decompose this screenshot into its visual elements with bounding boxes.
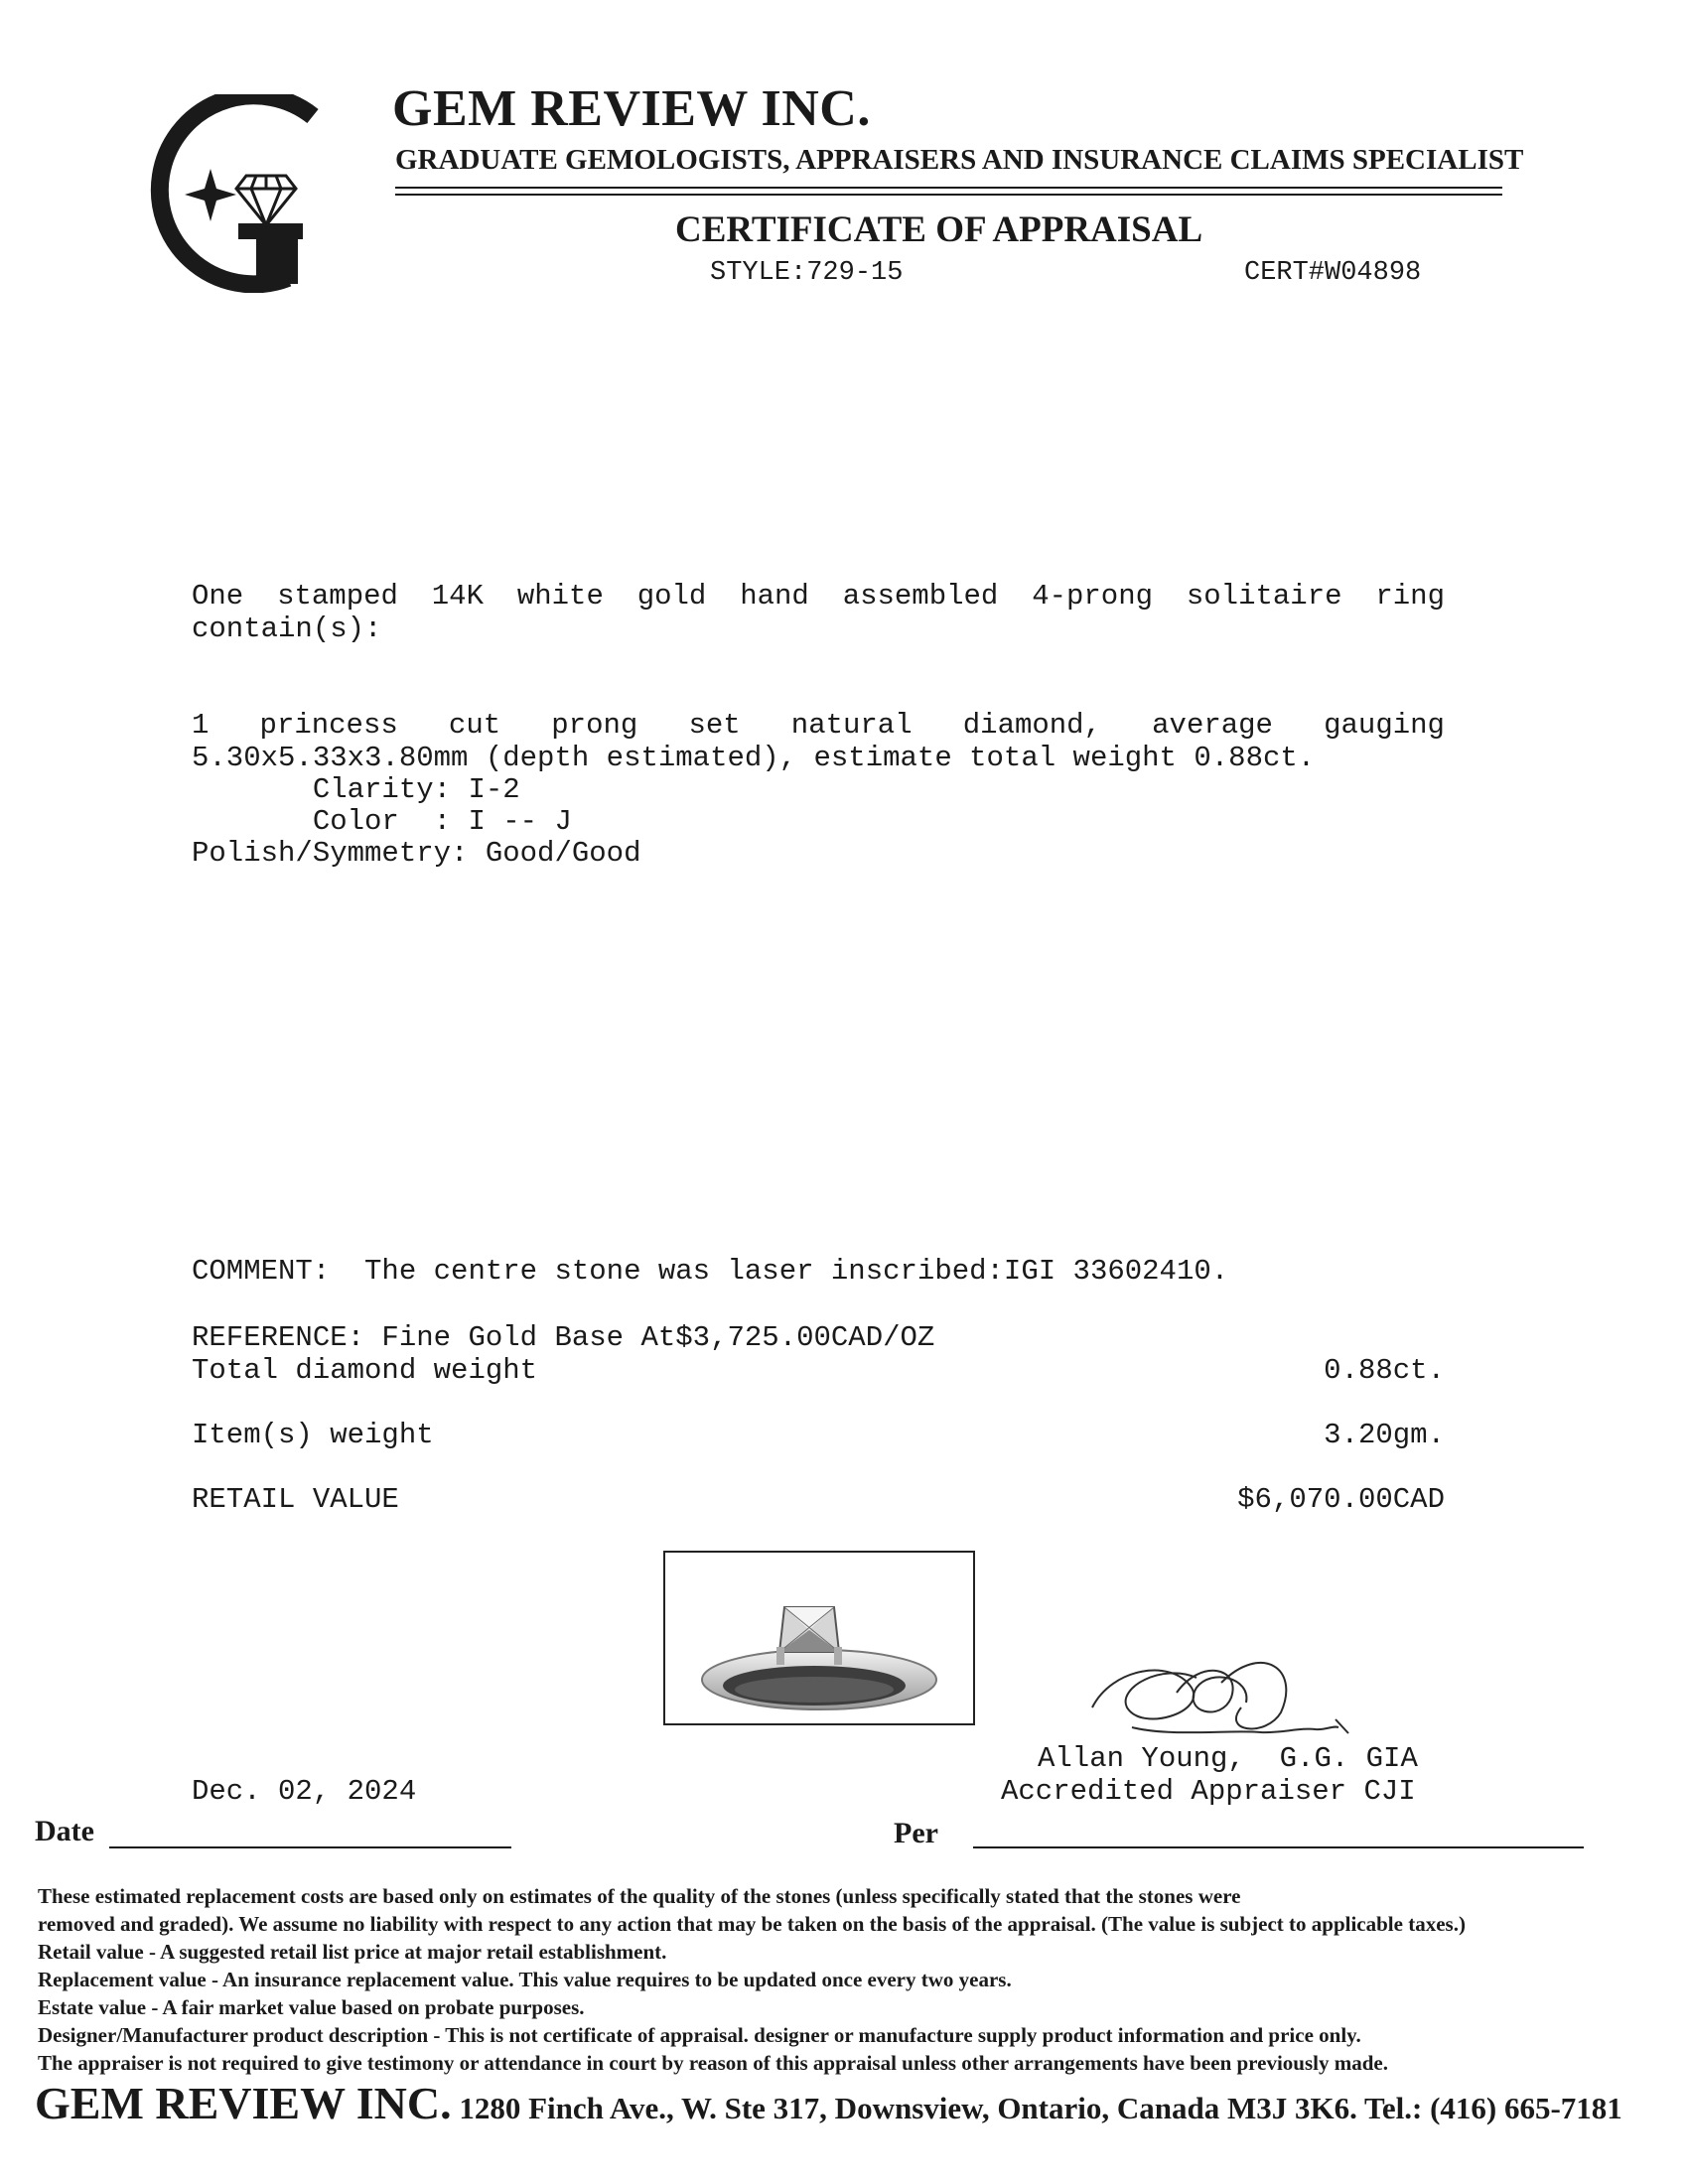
word: hand	[740, 580, 809, 613]
style-number: STYLE:729-15	[710, 258, 904, 288]
certificate-number: CERT#W04898	[1244, 258, 1422, 288]
date-label: Date	[35, 1815, 94, 1847]
header-divider	[395, 187, 1502, 189]
footer	[35, 2077, 1622, 2129]
item-description-line	[192, 581, 1445, 613]
word: set	[688, 709, 741, 742]
appraiser-name: Allan Young, G.G. GIA	[1038, 1742, 1418, 1775]
word: prong	[551, 709, 638, 742]
item-weight-row	[192, 1420, 1445, 1451]
gem-review-logo	[139, 94, 338, 293]
word: ring	[1375, 580, 1445, 613]
clarity-grade: Clarity: I-2	[192, 773, 520, 806]
word: One	[192, 580, 244, 613]
header-divider	[395, 194, 1502, 196]
document-title: CERTIFICATE OF APPRAISAL	[675, 209, 1203, 250]
stone-measurements: 5.30x5.33x3.80mm (depth estimated), estimate total weight 0.88ct.	[192, 742, 1316, 774]
retail-value-row	[192, 1484, 1445, 1516]
word: gauging	[1324, 709, 1445, 742]
word: 4-prong	[1032, 580, 1154, 613]
per-label: Per	[894, 1817, 938, 1849]
word: average	[1152, 709, 1273, 742]
disclaimer-line: Designer/Manufacturer product description - This is not certificate of appraisal. designer or manufacture supply product information and price only.	[38, 2023, 1361, 2047]
word: natural	[790, 709, 913, 742]
polish-symmetry-grade: Polish/Symmetry: Good/Good	[192, 837, 641, 870]
item-description-line: contain(s):	[192, 613, 382, 645]
word: stamped	[277, 580, 398, 613]
word: 14K	[431, 580, 484, 613]
color-grade: Color : I -- J	[192, 805, 572, 838]
company-name: GEM REVIEW INC.	[392, 80, 871, 137]
word: solitaire	[1186, 580, 1342, 613]
total-diamond-weight-row	[192, 1355, 1445, 1387]
row-value: 3.20gm.	[1324, 1419, 1445, 1451]
word: diamond,	[962, 709, 1101, 742]
row-label: Total diamond weight	[192, 1354, 538, 1387]
word: assembled	[842, 580, 999, 613]
row-label: Item(s) weight	[192, 1419, 434, 1451]
appraiser-title: Accredited Appraiser CJI	[1001, 1775, 1416, 1808]
row-value: $6,070.00CAD	[1237, 1483, 1445, 1516]
disclaimer-line: These estimated replacement costs are based only on estimates of the quality of the stones (unless specifically stated that the stones were	[38, 1884, 1241, 1908]
reference: REFERENCE: Fine Gold Base At$3,725.00CAD/OZ	[192, 1321, 935, 1354]
disclaimer-line: The appraiser is not required to give testimony or attendance in court by reason of this appraisal unless other arrangements have been previously made.	[38, 2051, 1388, 2075]
word: gold	[636, 580, 707, 613]
row-label: RETAIL VALUE	[192, 1483, 399, 1516]
per-signature-line	[973, 1846, 1584, 1848]
appraiser-signature	[1072, 1638, 1390, 1747]
ring-image	[665, 1553, 973, 1723]
disclaimer-line: Estate value - A fair market value based on probate purposes.	[38, 1995, 585, 2019]
word: 1	[192, 709, 210, 742]
date-signature-line	[109, 1846, 511, 1848]
appraisal-date: Dec. 02, 2024	[192, 1775, 417, 1808]
word: cut	[448, 709, 501, 742]
disclaimer-line: Replacement value - An insurance replacement value. This value requires to be updated once every two years.	[38, 1968, 1012, 1991]
footer-company-name: GEM REVIEW INC.	[35, 2078, 452, 2128]
row-value: 0.88ct.	[1324, 1354, 1445, 1387]
comment: COMMENT: The centre stone was laser inscribed:IGI 33602410.	[192, 1255, 1229, 1288]
word: princess	[259, 709, 398, 742]
stone-description-line	[192, 710, 1445, 742]
ring-photo	[663, 1551, 975, 1725]
disclaimer-line: removed and graded). We assume no liability with respect to any action that may be taken on the basis of the appraisal. (The value is subject to applicable taxes.)	[38, 1912, 1466, 1936]
disclaimer-line: Retail value - A suggested retail list price at major retail establishment.	[38, 1940, 667, 1964]
word: white	[516, 580, 604, 613]
footer-address: 1280 Finch Ave., W. Ste 317, Downsview, Ontario, Canada M3J 3K6. Tel.: (416) 665-7181	[451, 2091, 1622, 2125]
company-tagline: GRADUATE GEMOLOGISTS, APPRAISERS AND INSURANCE CLAIMS SPECIALIST	[395, 144, 1524, 176]
